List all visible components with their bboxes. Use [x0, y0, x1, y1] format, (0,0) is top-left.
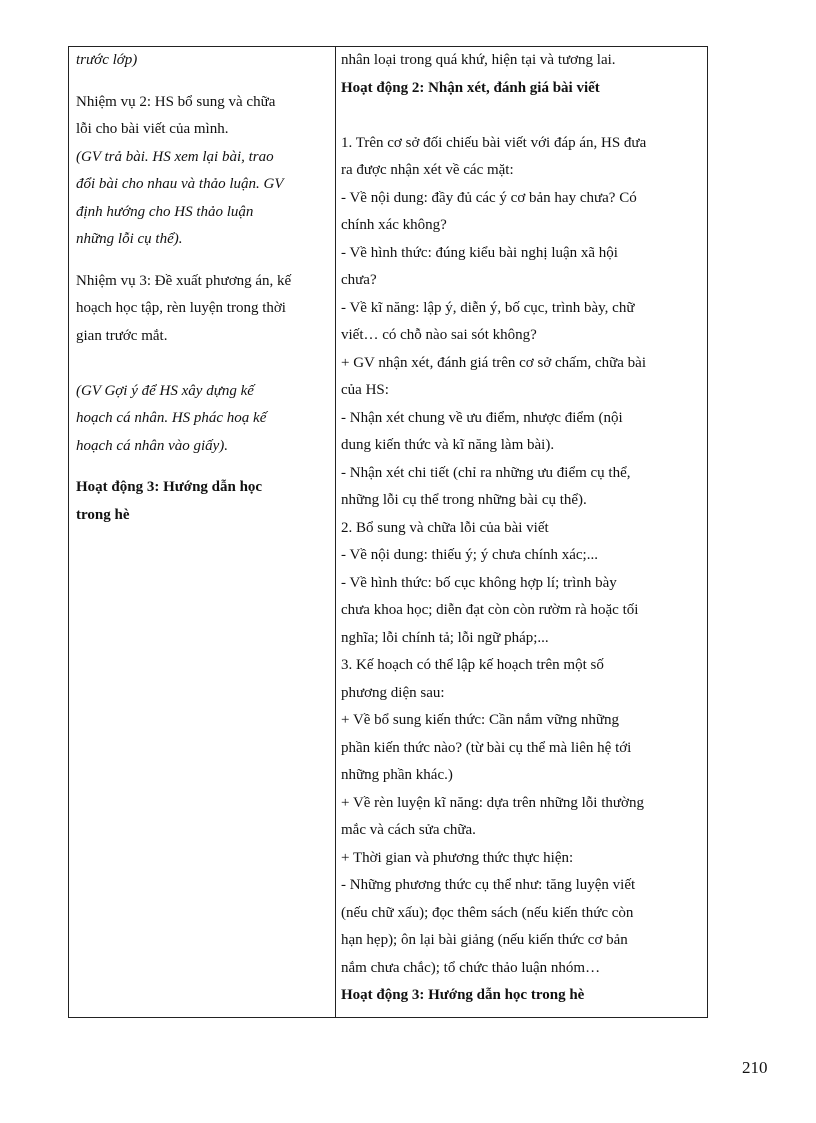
activity-3-heading: Hoạt động 3: Hướng dẫn học trong hè	[341, 987, 585, 1003]
text-line: những lỗi cụ thể trong những bài cụ thể).	[341, 492, 587, 508]
text-line: + GV nhận xét, đánh giá trên cơ sở chấm, chữa bài	[341, 354, 647, 371]
text-line: dung kiến thức và kĩ năng làm bài).	[341, 437, 555, 453]
activity-2-heading: Hoạt động 2: Nhận xét, đánh giá bài viết	[341, 79, 600, 96]
text-line: những phần khác.)	[341, 767, 453, 783]
text-line: hạn hẹp); ôn lại bài giảng (nếu kiến thức cơ bản	[341, 932, 628, 948]
text-line: - Nhận xét chung về ưu điểm, nhược điểm (nội	[341, 409, 623, 426]
text-line: định hướng cho HS thảo luận	[76, 203, 254, 220]
text-line: trước lớp)	[76, 52, 138, 68]
lesson-table	[68, 46, 708, 1018]
text-line: - Về hình thức: đúng kiểu bài nghị luận xã hội	[341, 244, 618, 261]
task-2-heading: Nhiệm vụ 2: HS bổ sung và chữa	[76, 93, 276, 110]
text-line: mắc và cách sửa chữa.	[341, 822, 476, 838]
text-line: (GV trả bài. HS xem lại bài, trao	[76, 148, 274, 165]
page-number: 210	[742, 1058, 768, 1077]
text-line: ra được nhận xét về các mặt:	[341, 162, 514, 178]
text-line: những lỗi cụ thể).	[76, 231, 183, 247]
text-line: + Về rèn luyện kĩ năng: dựa trên những lỗi thường	[341, 794, 644, 811]
text-line: đổi bài cho nhau và thảo luận. GV	[76, 176, 284, 192]
text-line: nghĩa; lỗi chính tả; lỗi ngữ pháp;...	[341, 629, 549, 646]
text-line: hoạch học tập, rèn luyện trong thời	[76, 300, 286, 316]
text-line: lỗi cho bài viết của mình.	[76, 121, 229, 137]
column-divider	[335, 47, 336, 1017]
text-line: (GV Gợi ý để HS xây dựng kế	[76, 382, 254, 399]
text-line: - Về nội dung: thiếu ý; ý chưa chính xác;...	[341, 547, 598, 563]
text-line: phương diện sau:	[341, 684, 445, 701]
right-column	[341, 47, 703, 1010]
text-line: 1. Trên cơ sở đối chiếu bài viết với đáp án, HS đưa	[341, 134, 647, 151]
text-line: - Những phương thức cụ thể như: tăng luyện viết	[341, 877, 636, 893]
text-line: phần kiến thức nào? (từ bài cụ thể mà liên hệ tới	[341, 739, 632, 756]
text-line: - Về hình thức: bố cục không hợp lí; trình bày	[341, 574, 617, 591]
text-line: viết… có chỗ nào sai sót không?	[341, 327, 537, 343]
text-line: gian trước mắt.	[76, 327, 168, 344]
text-line: trong hè	[76, 506, 130, 523]
text-line: + Về bổ sung kiến thức: Cần nắm vững những	[341, 712, 619, 728]
text-line: - Về kĩ năng: lập ý, diễn ý, bố cục, trình bày, chữ	[341, 299, 635, 316]
activity-3-heading: Hoạt động 3: Hướng dẫn học	[76, 479, 263, 495]
text-line: của HS:	[341, 382, 389, 398]
text-line: nhân loại trong quá khứ, hiện tại và tương lai.	[341, 52, 616, 68]
text-line: nắm chưa chắc); tổ chức thảo luận nhóm…	[341, 959, 601, 976]
text-line: chính xác không?	[341, 217, 447, 233]
text-line: - Nhận xét chi tiết (chỉ ra những ưu điểm cụ thể,	[341, 464, 631, 481]
text-line: + Thời gian và phương thức thực hiện:	[341, 849, 574, 866]
text-line: 2. Bổ sung và chữa lỗi của bài viết	[341, 519, 549, 536]
task-3-heading: Nhiệm vụ 3: Đề xuất phương án, kế	[76, 272, 292, 289]
text-line: hoạch cá nhân vào giấy).	[76, 437, 229, 454]
left-column	[76, 47, 328, 529]
text-line: hoạch cá nhân. HS phác hoạ kế	[76, 410, 267, 426]
text-line: - Về nội dung: đầy đủ các ý cơ bản hay chưa? Có	[341, 189, 637, 206]
text-line: chưa khoa học; diễn đạt còn còn rườm rà hoặc tối	[341, 602, 639, 618]
text-line: 3. Kế hoạch có thể lập kế hoạch trên một số	[341, 657, 604, 673]
text-line: chưa?	[341, 272, 377, 288]
text-line: (nếu chữ xấu); đọc thêm sách (nếu kiến thức còn	[341, 904, 634, 921]
